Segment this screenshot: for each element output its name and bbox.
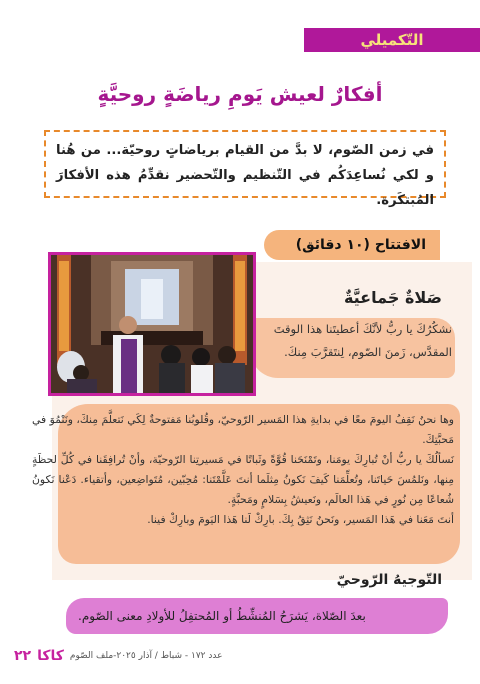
- prayer-paragraph: وها نحنُ نَقِفُ اليومَ معًا في بدايةِ هذا المَسير الرّوحيّ، وقُلوبُنا مَفتوحةٌ لِكَي نَتعلَّمَ مِنكَ، ونَنْمُوَ في مَحبَّتِكَ.: [32, 413, 454, 446]
- section-label: التّكميلي: [360, 31, 424, 49]
- page-title: أفكارٌ لعيش يَومِ رياضَةٍ روحيَّةٍ: [97, 82, 383, 106]
- phase-tab: [264, 230, 440, 260]
- guidance-text: بعدَ الصّلاة، يَشرَحُ المُنشِّطُ أو المُحتفِلُ للأولادِ معنى الصّوم.: [78, 609, 366, 623]
- church-photo: [48, 252, 256, 396]
- intro-text: في زمن الصّوم، لا بدَّ من القيام برياضاتٍ روحيّة... من هُنا و لكي نُساعِدَكُم في التّنظيم والتّحضير نقدِّمُ هذه الأفكارَ المُبتكَرة.: [56, 143, 434, 208]
- section-label-bar: [304, 28, 480, 52]
- issue-info: عدد ١٧٢ - شباط / آذار ٢٠٢٥-ملف الصّوم: [69, 651, 223, 661]
- prayer-paragraph: أنتَ مَعَنا في هَذا المَسير، ونَحنُ نَثِقُ بِكَ. بارِكْ لَنا هَذا اليَومَ وبارِكْ فينا.: [147, 513, 454, 526]
- intro-box: [44, 130, 446, 208]
- prayer-heading: صَلاةٌ جَماعيَّةٌ: [343, 288, 442, 307]
- prayer-body: [32, 410, 454, 530]
- guidance-box: [66, 598, 448, 634]
- page-number: ٢٢: [14, 648, 32, 664]
- prayer-paragraph: نشكُرُكَ يا ربُّ لأنَّكَ أعطيتَنا هذا الوقتَ المقدَّس، زَمنَ الصّوم، لِنتَقرَّبَ مِنكَ.: [273, 322, 452, 359]
- prayer-paragraph: نَسألُكَ يا ربُّ أنْ تُبارِكَ يومَنا، وتَمْنَحَنا قُوَّةً وثَباتًا في مَسيرتِنا الرّوحيّة، وأنْ تُرافِقَنا في كُلِّ لحظَةٍ مِنها، ونَلمُسَ حَياتَنا، وتُعلِّمَنا كَيفَ نَكونُ مِثلَما أنتَ عَلَّمْتَنا: مُحِبّين، مُتَواضِعين، وأتقياء. دَعْنا نَكونُ شُعاعًا مِن نُورٍ في هَذا العالَم، ونَعيشُ بِسَلامٍ ومَحبَّةٍ.: [32, 453, 454, 506]
- page-footer: [14, 648, 222, 664]
- guidance-heading: التّوجيهُ الرّوحيّ: [336, 572, 442, 588]
- phase-label: الافتتاح (١٠ دقائق): [295, 237, 426, 253]
- magazine-logo: كاكا: [37, 648, 64, 664]
